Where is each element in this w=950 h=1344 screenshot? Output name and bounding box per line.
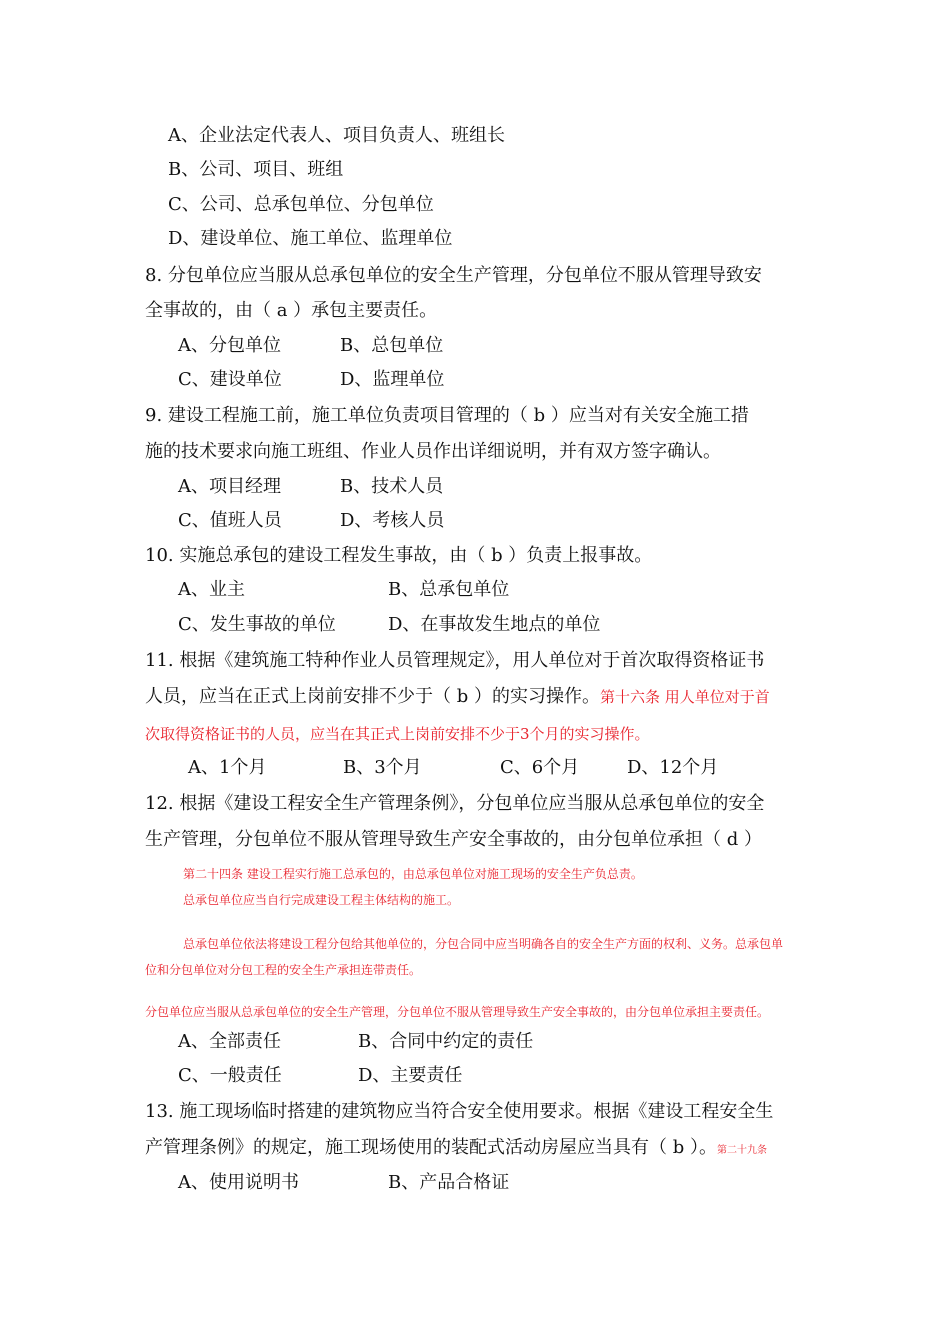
q12-option-d: D、主要责任 (358, 1065, 463, 1086)
q10-text-line1: 10. 实施总承包的建设工程发生事故，由（ b ）负责上报事故。 (145, 545, 653, 566)
q8-option-a: A、分包单位 (178, 335, 281, 356)
q8-text-line1: 8. 分包单位应当服从总承包单位的安全生产管理，分包单位不服从管理导致安 (145, 265, 762, 286)
q13-option-b: B、产品合格证 (388, 1172, 510, 1193)
q13-text-line1: 13. 施工现场临时搭建的建筑物应当符合安全使用要求。根据《建设工程安全生 (145, 1101, 774, 1122)
q12-note-line3: 总承包单位依法将建设工程分包给其他单位的，分包合同中应当明确各自的安全生产方面的权利、义务。总承包单 (183, 937, 784, 951)
q8-option-c: C、建设单位 (178, 369, 282, 390)
q10-option-c: C、发生事故的单位 (178, 614, 336, 635)
q11-note-line1: 第十六条 用人单位对于首 (599, 688, 770, 706)
q11-option-c: C、6个月 (500, 757, 580, 778)
q8-option-b: B、总包单位 (340, 335, 444, 356)
q11-option-d: D、12个月 (627, 757, 719, 778)
q7-option-b: B、公司、项目、班组 (168, 159, 344, 180)
q9-option-b: B、技术人员 (340, 476, 444, 497)
q12-note-line5: 分包单位应当服从总承包单位的安全生产管理，分包单位不服从管理导致生产安全事故的，由分包单位承担主要责任。 (145, 1005, 770, 1019)
q12-text-line2: 生产管理，分包单位不服从管理导致生产安全事故的，由分包单位承担（ d ） (145, 829, 762, 850)
q11-text-line2 (145, 685, 770, 709)
q12-option-c: C、一般责任 (178, 1065, 282, 1086)
q12-note-line1: 第二十四条 建设工程实行施工总承包的，由总承包单位对施工现场的安全生产负总责。 (183, 867, 643, 881)
q11-text-line1: 11. 根据《建筑施工特种作业人员管理规定》，用人单位对于首次取得资格证书 (145, 650, 765, 671)
q12-note-line2: 总承包单位应当自行完成建设工程主体结构的施工。 (183, 893, 460, 907)
q9-text-line2: 施的技术要求向施工班组、作业人员作出详细说明，并有双方签字确认。 (145, 441, 721, 462)
q11-question-line2: 人员，应当在正式上岗前安排不少于（ b ）的实习操作。 (145, 686, 600, 707)
q10-option-b: B、总承包单位 (388, 579, 510, 600)
q13-question-line2: 产管理条例》的规定，施工现场使用的装配式活动房屋应当具有（ b ）。 (145, 1137, 717, 1158)
q9-text-line1: 9. 建设工程施工前，施工单位负责项目管理的（ b ）应当对有关安全施工措 (145, 405, 749, 426)
q11-option-b: B、3个月 (343, 757, 422, 778)
q13-note: 第二十九条 (716, 1145, 767, 1156)
q8-option-d: D、监理单位 (340, 369, 445, 390)
q7-option-c: C、公司、总承包单位、分包单位 (168, 194, 434, 215)
q10-option-a: A、业主 (178, 579, 245, 600)
q9-option-c: C、值班人员 (178, 510, 282, 531)
q9-option-d: D、考核人员 (340, 510, 445, 531)
q8-text-line2: 全事故的，由（ a ）承包主要责任。 (145, 300, 438, 321)
q12-text-line1: 12. 根据《建设工程安全生产管理条例》，分包单位应当服从总承包单位的安全 (145, 793, 765, 814)
q9-option-a: A、项目经理 (178, 476, 281, 497)
q11-option-a: A、1个月 (188, 757, 267, 778)
q13-option-a: A、使用说明书 (178, 1172, 299, 1193)
q12-option-b: B、合同中约定的责任 (358, 1031, 534, 1052)
q13-text-line2-row (145, 1136, 767, 1163)
q7-option-d: D、建设单位、施工单位、监理单位 (168, 228, 453, 249)
q12-note-line4: 位和分包单位对分包工程的安全生产承担连带责任。 (145, 963, 422, 977)
q10-option-d: D、在事故发生地点的单位 (388, 614, 601, 635)
q7-option-a: A、企业法定代表人、项目负责人、班组长 (168, 125, 505, 146)
q11-note-line2: 次取得资格证书的人员，应当在其正式上岗前安排不少于3个月的实习操作。 (145, 725, 650, 743)
q12-option-a: A、全部责任 (178, 1031, 281, 1052)
